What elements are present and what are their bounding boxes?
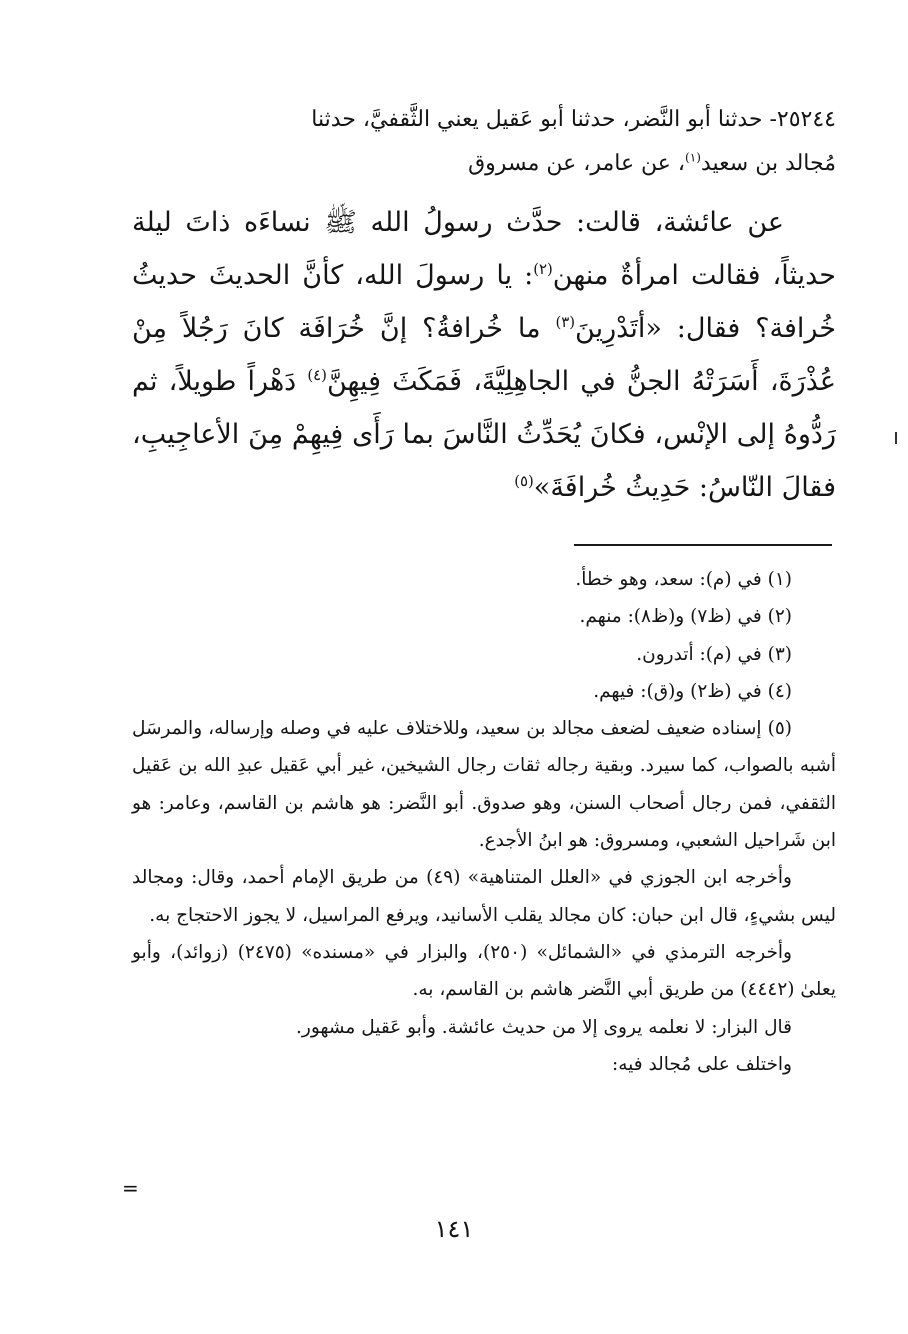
footnote-5-ikhtilaf: واختلف على مُجالد فيه: [611, 1053, 792, 1075]
footnote-separator [574, 544, 832, 546]
footnote-3: (٣) في (م): أتدرون. [636, 643, 792, 665]
page-number: ١٤١ [434, 1215, 474, 1243]
hadith-isnad [132, 98, 836, 186]
isnad-line-1: ٢٥٢٤٤- حدثنا أبو النَّضر، حدثنا أبو عَقيل يعني الثَّقفيَّ، حدثنا [311, 107, 836, 132]
footnote-5-takhrij-2: وأخرجه الترمذي في «الشمائل» (٢٥٠)، والبزار في «مسنده» (٢٤٧٥) (زوائد)، وأبو يعلىٰ (٤٤٤٢) من طريق أبي النَّضر هاشم بن القاسم، به. [132, 941, 836, 1001]
footnote-5-takhrij-1: وأخرجه ابن الجوزي في «العلل المتناهية» (٤٩) من طريق الإمام أحمد، وقال: ومجالد ليس بشيءٍ، قال ابن حبان: كان مجالد يقلب الأسانيد، ويرفع المراسيل، لا يجوز الاحتجاج به. [132, 867, 836, 926]
footnote-ref-3: (٣) [555, 313, 576, 331]
footnotes [132, 561, 836, 1083]
footnote-5-bazzar-note: قال البزار: لا نعلمه يروى إلا من حديث عائشة. وأبو عَقيل مشهور. [296, 1016, 792, 1038]
matn-segment-2: : يا رسولَ الله، كأنَّ الحديثَ حديثُ خُرافة؟ فقال: «أتَدْرِينَ [132, 260, 836, 344]
matn-segment-4: دَهْراً طويلاً، ثم رَدُّوهُ إلى الإنْس، فكانَ يُحَدِّثُ النَّاسَ بما رَأَى فِيهِمْ مِنَ الأعاجِيبِ، فقالَ النّاسُ: حَدِيثُ خُرافَةَ» [132, 366, 836, 503]
footnote-ref-1: (١) [685, 150, 701, 165]
isnad-line-2 [132, 142, 836, 186]
matn-segment-3: ما خُرافةُ؟ إنَّ خُرَافَة كانَ رَجُلاً مِنْ عُذْرَةَ، أَسَرَتْهُ الجنُّ في الجاهِلِيَّةَ، فَمَكَثَ فِيهِنَّ [132, 313, 837, 397]
footnote-1: (١) في (م): سعد، وهو خطأ. [575, 569, 792, 590]
continuation-mark: = [122, 1176, 139, 1200]
footnote-ref-2: (٢) [533, 260, 553, 278]
footnote-ref-4: (٤) [307, 366, 327, 384]
matn-paragraph [132, 196, 836, 514]
isnad-rest: ، عن عامر، عن مسروق [468, 151, 686, 176]
footnote-4: (٤) في (ظ٢) و(ق): فيهم. [593, 680, 792, 702]
footnote-2: (٢) في (ظ٧) و(ظ٨): منهم. [579, 606, 792, 628]
matn-segment-1: عن عائشة، قالت: حدَّث رسولُ الله ﷺ نساءَه ذاتَ ليلة حديثاً، فقالت امرأةٌ منهن [132, 207, 836, 291]
isnad-narrator: مُجالد بن سعيد [700, 151, 836, 176]
hadith-matn [132, 196, 836, 514]
footnote-ref-5: (٥) [514, 472, 534, 490]
footnote-5: (٥) إسناده ضعيف لضعف مجالد بن سعيد، وللاختلاف عليه في وصله وإرساله، والمرسَل أشبه بالصواب، كما سيرد. وبقية رجاله ثقات رجال الشيخين، غير أبي عَقيل عبدِ الله بن عَقيل الثقفي، فمن رجال أصحاب السنن، وهو صدوق. أبو النَّضر: هو هاشم بن القاسم، وعامر: هو ابن شَراحيل الشعبي، ومسروق: هو ابنُ الأجدع. [132, 718, 836, 852]
margin-tick [895, 432, 897, 444]
